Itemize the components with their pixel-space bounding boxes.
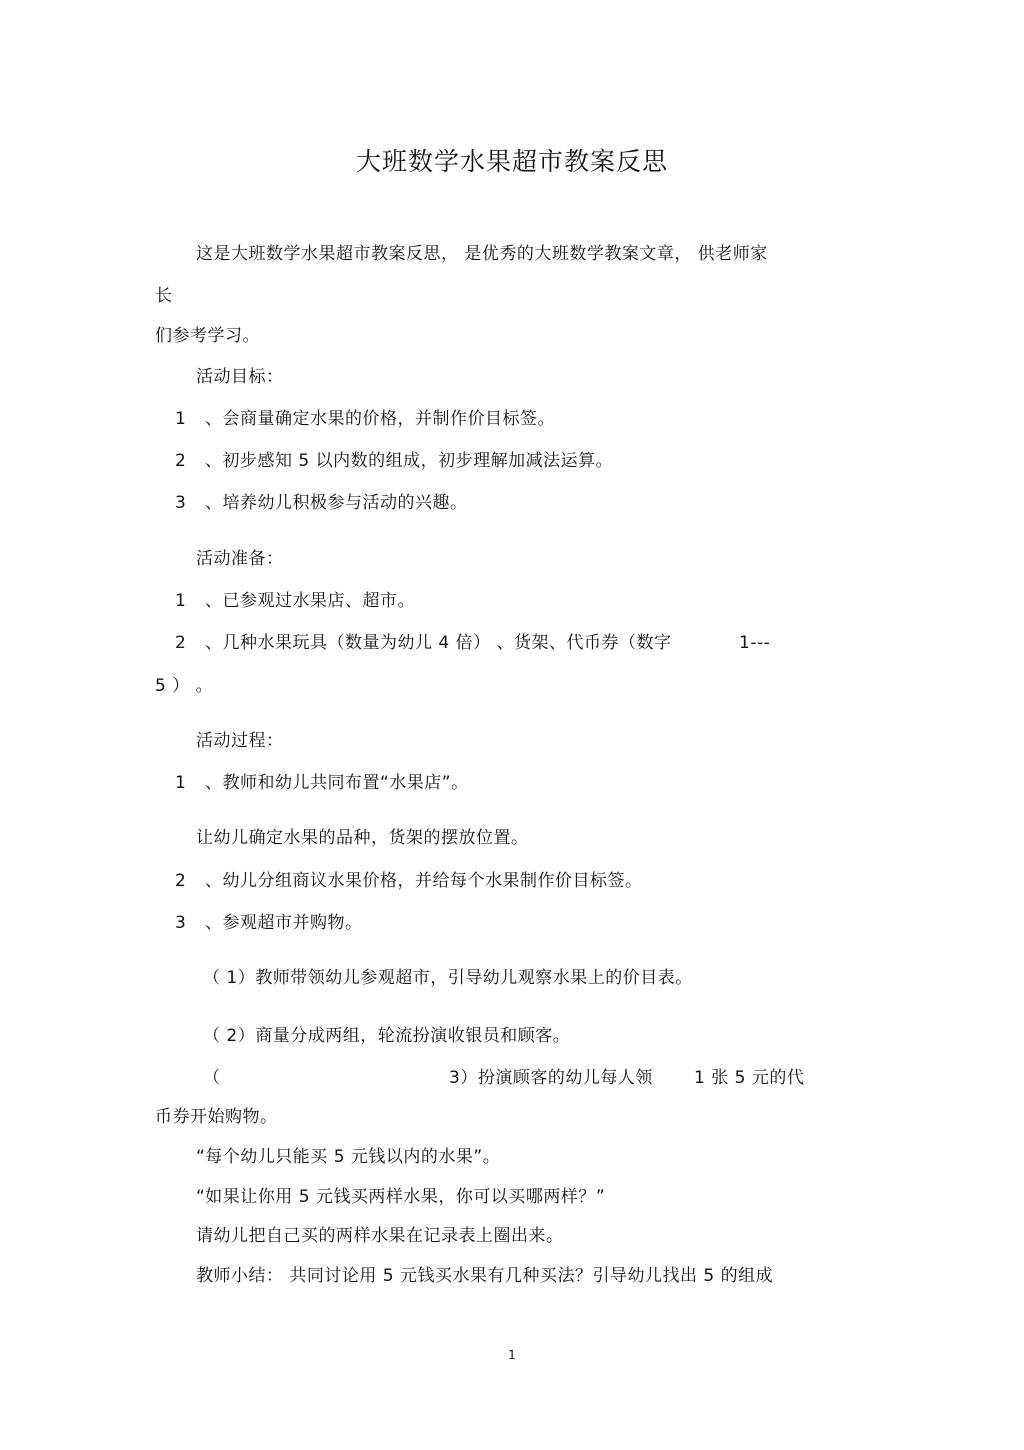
prep-item-2-text: 、几种水果玩具（数量为幼儿 4 倍） 、货架、代币券（数字 — [205, 633, 672, 653]
prep-item-2-tail: 1--- — [739, 633, 771, 653]
page-number: 1 — [508, 1348, 516, 1362]
process-step-2 — [175, 870, 643, 892]
process-heading: 活动过程： — [196, 731, 284, 751]
process-step-1 — [175, 772, 469, 794]
goal-item-3-number: 3 — [175, 493, 187, 513]
intro-line-3: 们参考学习。 — [155, 326, 260, 346]
process-sub-2: （ 2）商量分成两组，轮流扮演收银员和顾客。 — [203, 1026, 571, 1046]
process-step-3-text: 、参观超市并购物。 — [205, 913, 363, 933]
prep-item-2 — [175, 632, 672, 654]
instruction-line: 请幼儿把自己买的两样水果在记录表上圈出来。 — [196, 1226, 564, 1246]
process-step-1-detail: 让幼儿确定水果的品种，货架的摆放位置。 — [196, 828, 529, 848]
goal-item-2 — [175, 450, 613, 472]
goal-item-1-text: 、会商量确定水果的价格，并制作价目标签。 — [205, 409, 555, 429]
process-step-3 — [175, 912, 363, 934]
prep-item-1-text: 、已参观过水果店、超市。 — [205, 591, 415, 611]
goal-item-3-text: 、培养幼儿积极参与活动的兴趣。 — [205, 493, 468, 513]
prep-item-2-wrap: 5 ） 。 — [155, 676, 214, 696]
process-step-2-number: 2 — [175, 871, 187, 891]
goal-item-2-text: 、初步感知 5 以内数的组成，初步理解加减法运算。 — [205, 451, 614, 471]
prep-item-1-number: 1 — [175, 591, 187, 611]
goal-item-1-number: 1 — [175, 409, 187, 429]
goal-item-2-number: 2 — [175, 451, 187, 471]
intro-line-1: 这是大班数学水果超市教案反思， 是优秀的大班数学教案文章， 供老师家 — [196, 244, 768, 264]
process-step-1-text: 、教师和幼儿共同布置“水果店”。 — [205, 773, 469, 793]
process-sub-3-open: （ — [203, 1068, 221, 1088]
quote-2: “如果让你用 5 元钱买两样水果，你可以买哪两样？” — [196, 1187, 606, 1207]
teacher-summary: 教师小结： 共同讨论用 5 元钱买水果有几种买法？引导幼儿找出 5 的组成 — [196, 1266, 774, 1286]
process-step-2-text: 、幼儿分组商议水果价格，并给每个水果制作价目标签。 — [205, 871, 643, 891]
process-sub-1: （ 1）教师带领幼儿参观超市，引导幼儿观察水果上的价目表。 — [203, 968, 693, 988]
goals-heading: 活动目标： — [196, 367, 284, 387]
page-title: 大班数学水果超市教案反思 — [355, 147, 668, 176]
quote-1: “每个幼儿只能买 5 元钱以内的水果”。 — [196, 1147, 501, 1167]
process-sub-3-tail: 1 张 5 元的代 — [694, 1068, 805, 1088]
process-sub-3-wrap: 币券开始购物。 — [155, 1107, 278, 1127]
prep-item-1 — [175, 590, 415, 612]
intro-line-2: 长 — [155, 286, 173, 306]
process-step-3-number: 3 — [175, 913, 187, 933]
goal-item-3 — [175, 492, 468, 514]
process-sub-3-text: 3）扮演顾客的幼儿每人领 — [449, 1068, 653, 1088]
prep-heading: 活动准备： — [196, 549, 284, 569]
process-step-1-number: 1 — [175, 773, 187, 793]
goal-item-1 — [175, 408, 555, 430]
prep-item-2-number: 2 — [175, 633, 187, 653]
